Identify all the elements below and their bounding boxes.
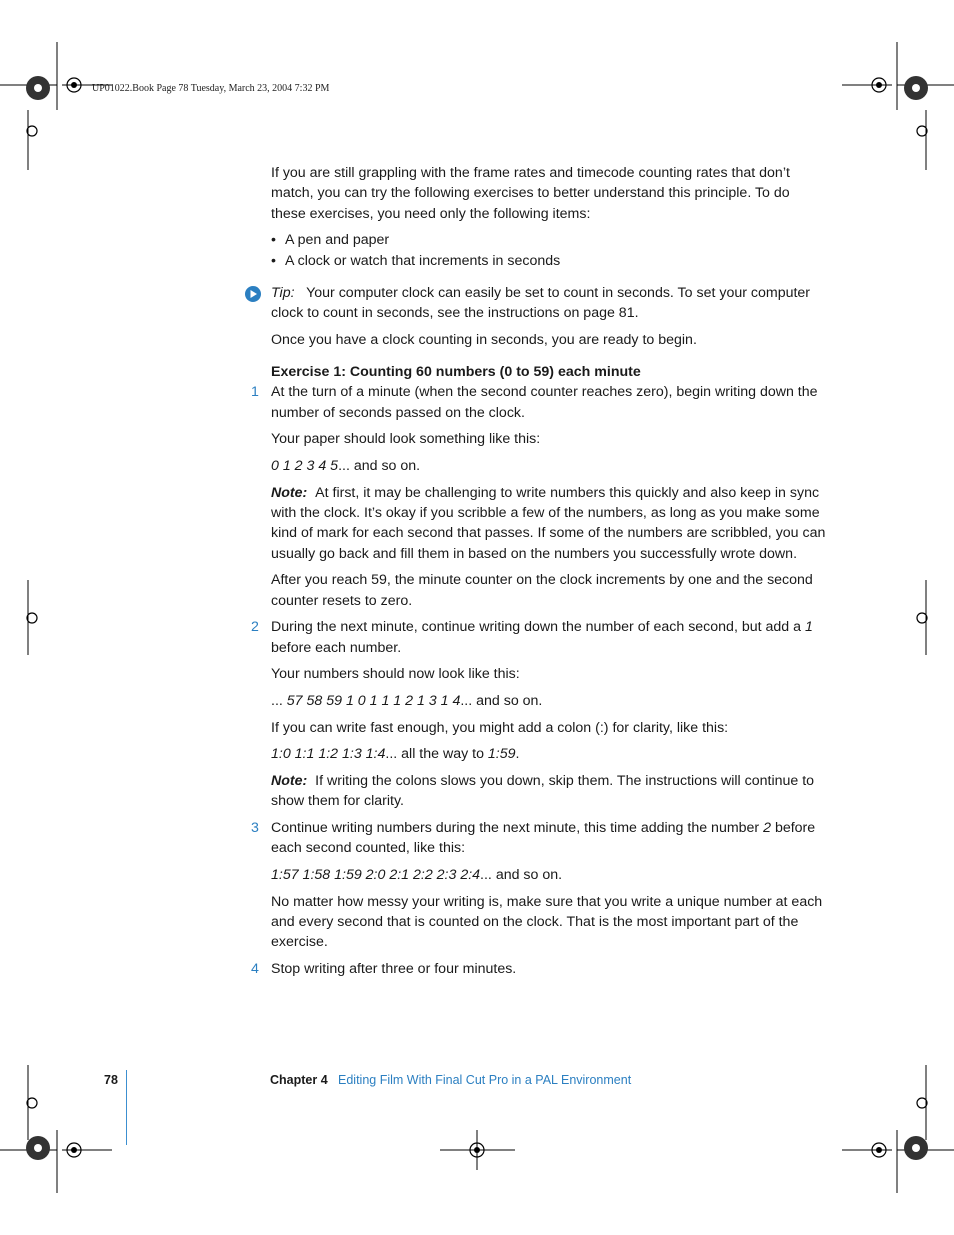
step-text-italic: 1 bbox=[804, 619, 813, 636]
paragraph: Your numbers should now look like this: bbox=[271, 666, 520, 683]
step-text: before each number. bbox=[271, 639, 402, 656]
step-text: Stop writing after three or four minutes. bbox=[271, 961, 517, 978]
note-label: Note: bbox=[271, 484, 308, 501]
step-2 bbox=[251, 617, 827, 658]
example-numbers: 57 58 59 1 0 1 1 1 2 1 3 1 4 bbox=[286, 693, 461, 710]
step-4 bbox=[251, 959, 827, 979]
example-line bbox=[271, 744, 827, 764]
tip-text: Your computer clock can easily be set to count in seconds. To set your computer clock to count in seconds, see the instructions on page 81. bbox=[271, 284, 811, 322]
step-text: At the turn of a minute (when the second counter reaches zero), begin writing down the number of seconds passed on the clock. bbox=[271, 384, 818, 421]
example-suffix: ... and so on. bbox=[460, 693, 543, 710]
step-text-italic: 2 bbox=[763, 820, 771, 837]
example-numbers: 1:0 1:1 1:2 1:3 1:4 bbox=[271, 746, 386, 763]
intro-paragraph: If you are still grappling with the frame rates and timecode counting rates that don’t match, you can try the following exercises to better understand this principle. To do these exercises, you need only the following items: bbox=[271, 165, 790, 222]
example-suffix: ... all the way to bbox=[385, 746, 488, 763]
example-period: . bbox=[515, 746, 520, 763]
note-text: If writing the colons slows you down, skip them. The instructions will continue to show them for clarity. bbox=[271, 773, 815, 810]
paragraph: Your paper should look something like this: bbox=[271, 431, 541, 448]
example-prefix: ... bbox=[271, 693, 287, 710]
paragraph: After you reach 59, the minute counter on the clock increments by one and the second counter resets to zero. bbox=[271, 572, 813, 609]
step-number: 1 bbox=[251, 384, 259, 401]
paragraph: If you can write fast enough, you might add a colon (:) for clarity, like this: bbox=[271, 719, 729, 736]
page-body bbox=[251, 163, 827, 986]
footer-rule bbox=[126, 1070, 127, 1145]
tip-arrow-icon bbox=[244, 285, 262, 303]
example-suffix: ... and so on. bbox=[338, 458, 421, 475]
note-label: Note: bbox=[271, 773, 308, 790]
page-number: 78 bbox=[104, 1073, 118, 1087]
example-line bbox=[271, 691, 827, 711]
note-text: At first, it may be challenging to write numbers this quickly and also keep in sync with the clock. It’s okay if you scribble a few of the numbers, as long as you make some kind of mark for each second that passes. If some of the numbers are scribbled, you can usually go back and fill them in based on the numbers you successfully wrote down. bbox=[271, 484, 826, 562]
step-text: Continue writing numbers during the next minute, this time adding the number bbox=[271, 820, 764, 837]
footer-chapter: Chapter 4 bbox=[270, 1073, 328, 1087]
tip-label: Tip: bbox=[271, 284, 295, 301]
tip-block bbox=[271, 283, 827, 324]
paragraph: No matter how messy your writing is, make sure that you write a unique number at each and every second that is counted on the clock. That is the most important part of the exercise. bbox=[271, 893, 823, 951]
example-end: 1:59 bbox=[487, 746, 516, 763]
step-number: 4 bbox=[251, 961, 259, 978]
example-line bbox=[271, 456, 827, 476]
example-numbers: 0 1 2 3 4 5 bbox=[271, 458, 339, 475]
step-text: During the next minute, continue writing down the number of each second, but add a bbox=[271, 619, 805, 636]
example-line bbox=[271, 865, 827, 885]
ready-paragraph: Once you have a clock counting in seconds, you are ready to begin. bbox=[271, 331, 697, 348]
step-text: before each second counted, like this: bbox=[271, 820, 816, 857]
step-number: 3 bbox=[251, 820, 259, 837]
step-3 bbox=[251, 818, 827, 859]
print-slug: UP01022.Book Page 78 Tuesday, March 23, 2004 7:32 PM bbox=[92, 83, 330, 94]
list-item: • A clock or watch that increments in seconds bbox=[271, 251, 827, 271]
note-paragraph bbox=[271, 483, 827, 564]
example-suffix: ... and so on. bbox=[480, 867, 563, 884]
footer-chapter-title: Editing Film With Final Cut Pro in a PAL Environment bbox=[338, 1073, 632, 1087]
step-1 bbox=[251, 382, 827, 423]
step-number: 2 bbox=[251, 619, 259, 636]
note-paragraph bbox=[271, 771, 827, 812]
list-item: • A pen and paper bbox=[271, 230, 827, 250]
exercise-heading: Exercise 1: Counting 60 numbers (0 to 59) each minute bbox=[271, 364, 641, 381]
example-numbers: 1:57 1:58 1:59 2:0 2:1 2:2 2:3 2:4 bbox=[271, 867, 481, 884]
